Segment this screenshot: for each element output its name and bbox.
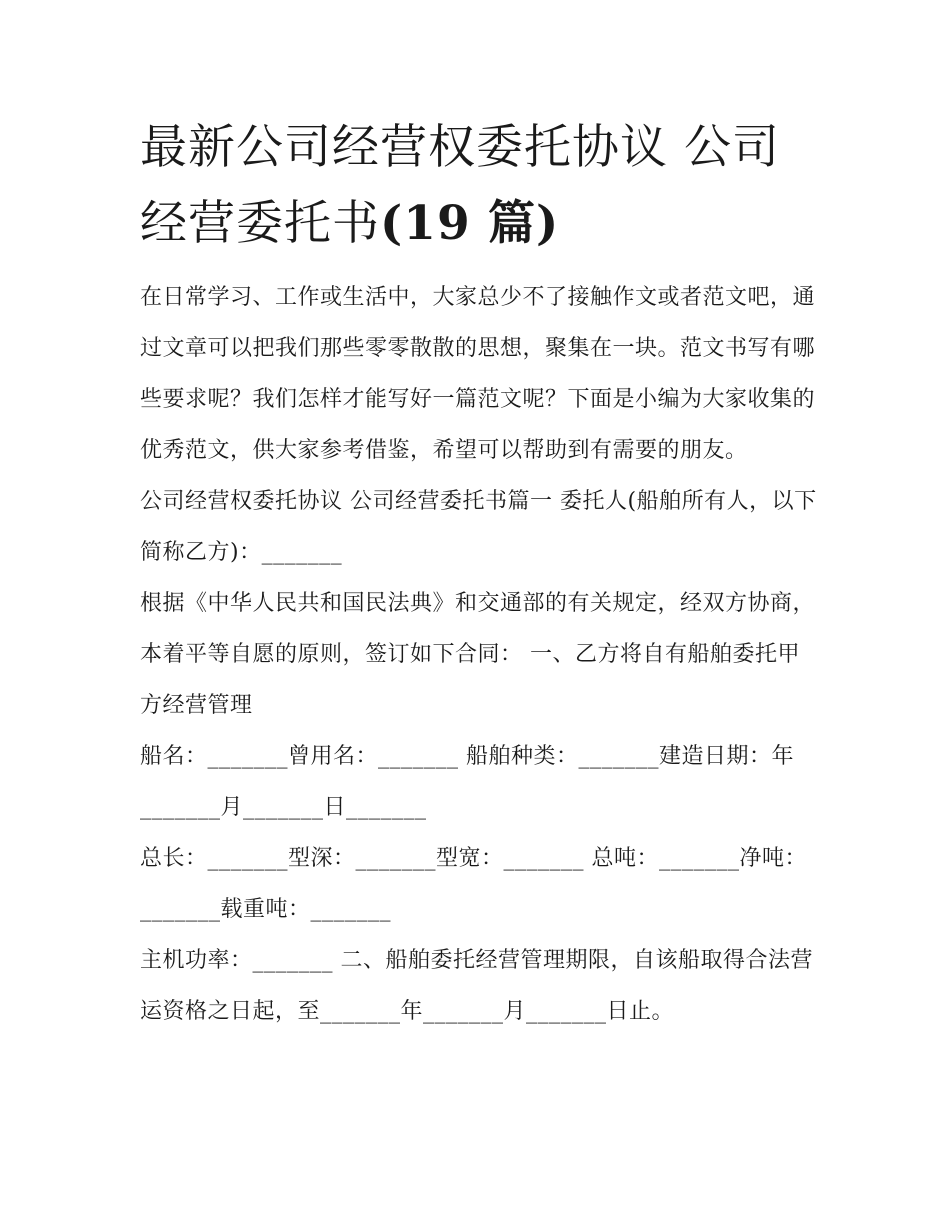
document-title bbox=[140, 110, 820, 262]
document-page bbox=[140, 110, 820, 1037]
ship-dimensions-paragraph: 总长：_______型深：_______型宽：_______ 总吨：_______净吨：_______载重吨：_______ bbox=[140, 846, 807, 922]
entrustor-paragraph: 公司经营权委托协议 公司经营委托书篇一 委托人(船舶所有人，以下简称乙方)：_______ bbox=[140, 489, 817, 565]
title-line-1: 最新公司经营权委托协议 公司 bbox=[140, 120, 780, 175]
intro-paragraph: 在日常学习、工作或生活中，大家总少不了接触作文或者范文吧，通过文章可以把我们那些零零散散的思想，聚集在一块。范文书写有哪些要求呢？我们怎样才能写好一篇范文呢？下面是小编为大家收集的优秀范文，供大家参考借鉴，希望可以帮助到有需要的朋友。 bbox=[140, 285, 816, 463]
title-count: (19 bbox=[380, 196, 471, 251]
title-line-2-suffix: 篇) bbox=[470, 196, 560, 251]
basis-paragraph: 根据《中华人民共和国民法典》和交通部的有关规定，经双方协商，本着平等自愿的原则，签订如下合同： 一、乙方将自有船舶委托甲方经营管理 bbox=[140, 591, 816, 718]
term-paragraph: 主机功率：_______ 二、船舶委托经营管理期限，自该船取得合法营运资格之日起，至_______年_______月_______日止。 bbox=[140, 948, 813, 1024]
title-line-2-prefix: 经营委托书 bbox=[140, 196, 380, 251]
ship-info-paragraph: 船名：_______曾用名：_______ 船舶种类：_______建造日期：年_______月_______日_______ bbox=[140, 744, 794, 820]
